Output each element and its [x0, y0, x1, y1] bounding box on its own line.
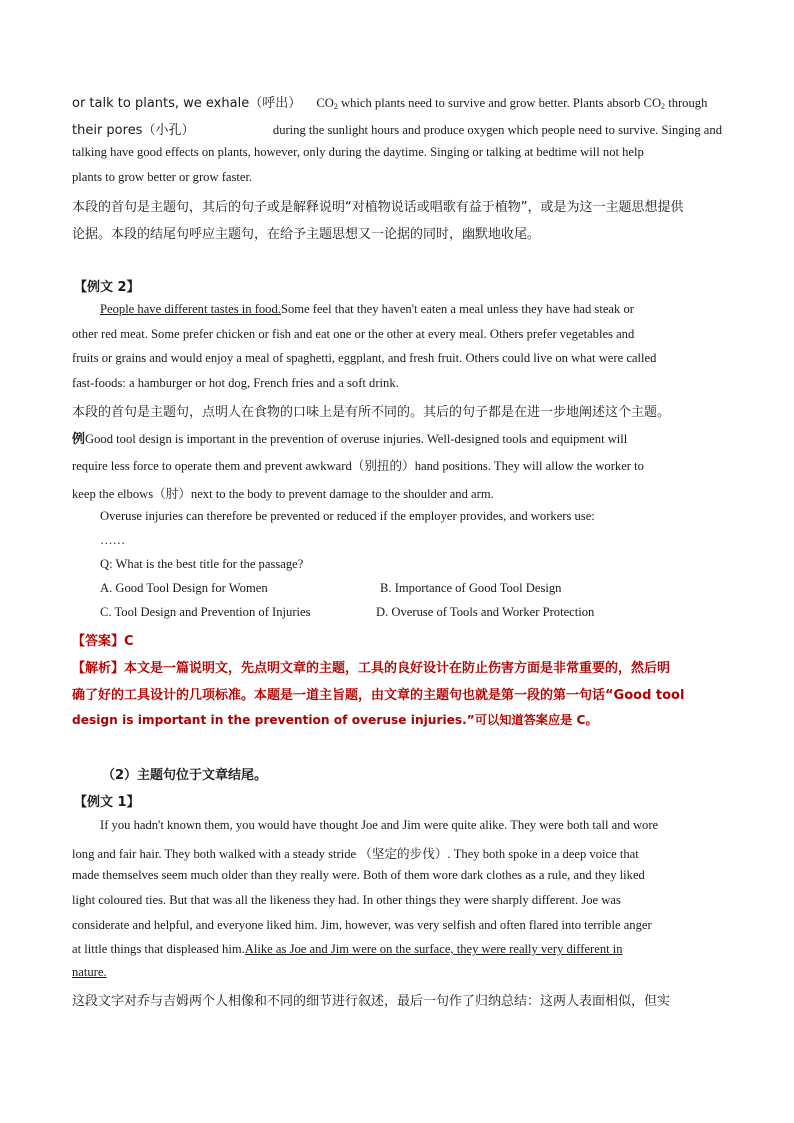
example-line3: keep the elbows（肘）next to the body to prevent damage to the shoulder and arm. [72, 487, 494, 501]
answer-label: 【答案】C [72, 634, 134, 649]
text-run: CO [316, 96, 334, 110]
example-label: 例 [72, 432, 86, 447]
topic-sentence: People have different tastes in food. [100, 302, 281, 316]
text-run: through [665, 96, 708, 110]
text-run: Good tool design is important in the prevention of overuse injuries. Well-designed tools and equipment will [85, 432, 628, 446]
topic-sentence: Alike as Joe and Jim were on the surface, they were really very different in [244, 942, 623, 956]
subscript: 2 [661, 102, 666, 111]
section2-comment: 这段文字对乔与吉姆两个人相像和不同的细节进行叙述，最后一句作了归纳总结：这两人表面相似，但实 [72, 994, 671, 1009]
example2-heading: 【例文 2】 [74, 280, 140, 295]
text-run: or talk to plants, we exhale（呼出） [72, 96, 302, 111]
example2-line1 [72, 302, 634, 317]
options-row-2 [72, 605, 594, 620]
option-c: C. Tool Design and Prevention of Injuries [100, 605, 311, 619]
example-question: Q: What is the best title for the passage? [100, 557, 304, 571]
para1-comment-line1: 本段的首句是主题句，其后的句子或是解释说明“对植物说话或唱歌有益于植物”，或是为这一主题思想提供 [72, 200, 684, 215]
para1-line3: talking have good effects on plants, however, only during the daytime. Singing or talking at bedtime will not help [72, 145, 644, 159]
option-a: A. Good Tool Design for Women [100, 581, 268, 595]
para1-line2 [72, 119, 722, 138]
analysis-line1: 【解析】本文是一篇说明文，先点明文章的主题，工具的良好设计在防止伤害方面是非常重要的，然后明 [72, 661, 671, 676]
para1-line1 [72, 92, 707, 111]
section2-line3: made themselves seem much older than they really were. Both of them wore dark clothes as a rule, and they liked [72, 868, 645, 882]
section2-example1-heading: 【例文 1】 [74, 795, 140, 810]
analysis-line2: 确了好的工具设计的几项标准。本题是一道主旨题，由文章的主题句也就是第一段的第一句话“Good tool [72, 688, 685, 703]
options-row-1 [72, 581, 561, 596]
section2-line6 [72, 942, 623, 957]
example-ellipsis: …… [100, 533, 126, 547]
section2-line5: considerate and helpful, and everyone liked him. Jim, however, was very selfish and often flared into terrible anger [72, 918, 652, 932]
section2-line2: long and fair hair. They both walked with a steady stride （坚定的步伐）. They both spoke in a deep voice that [72, 847, 639, 861]
para1-comment-line2: 论据。本段的结尾句呼应主题句，在给予主题思想又一论据的同时，幽默地收尾。 [72, 227, 541, 242]
subscript: 2 [333, 102, 338, 111]
example-line1 [72, 428, 627, 447]
example2-line2: other red meat. Some prefer chicken or fish and eat one or the other at every meal. Others prefer vegetables and [72, 327, 635, 341]
para1-line4: plants to grow better or grow faster. [72, 170, 253, 184]
option-d: D. Overuse of Tools and Worker Protection [376, 605, 595, 619]
text-run: during the sunlight hours and produce oxygen which people need to survive. Singing and [272, 123, 722, 137]
section2-line1: If you hadn't known them, you would have thought Joe and Jim were quite alike. They were both tall and wore [100, 818, 659, 832]
example-line2: require less force to operate them and prevent awkward（别扭的）hand positions. They will allow the worker to [72, 459, 644, 473]
section2-line4: light coloured ties. But that was all the likeness they had. In other things they were sharply different. Joe was [72, 893, 621, 907]
text-run: their pores（小孔） [72, 123, 195, 138]
text-run: which plants need to survive and grow better. Plants absorb CO [337, 96, 662, 110]
section2-heading: （2）主题句位于文章结尾。 [102, 768, 268, 783]
example2-line4: fast-foods: a hamburger or hot dog, French fries and a soft drink. [72, 376, 399, 390]
option-b: B. Importance of Good Tool Design [380, 581, 562, 595]
section2-line7: nature. [72, 965, 107, 979]
text-run: Some feel that they haven't eaten a meal unless they have had steak or [280, 302, 634, 316]
text-run: at little things that displeased him. [72, 942, 245, 956]
analysis-line3: design is important in the prevention of overuse injuries.”可以知道答案应是 C。 [72, 713, 598, 727]
example2-comment: 本段的首句是主题句，点明人在食物的口味上是有所不同的。其后的句子都是在进一步地阐述这个主题。 [72, 405, 671, 420]
example2-line3: fruits or grains and would enjoy a meal of spaghetti, eggplant, and fresh fruit. Others could live on what were called [72, 351, 657, 365]
example-line4: Overuse injuries can therefore be prevented or reduced if the employer provides, and workers use: [100, 509, 595, 523]
